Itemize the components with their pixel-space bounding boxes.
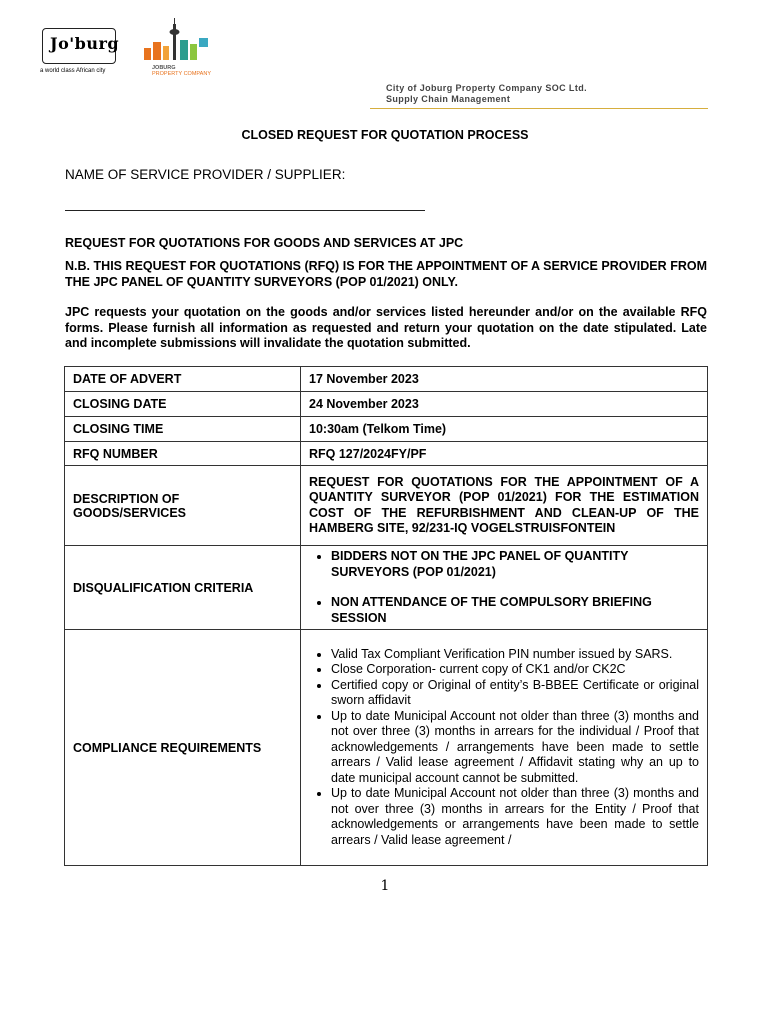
- table-row: [65, 630, 708, 866]
- supplier-name-line[interactable]: [65, 210, 425, 211]
- table-row: [65, 367, 708, 392]
- jpc-logo-subtext: PROPERTY COMPANY: [152, 71, 211, 77]
- jpc-logo-text: JOBURG: [152, 65, 176, 71]
- table-row: [65, 546, 708, 630]
- disqualification-label: DISQUALIFICATION CRITERIA: [65, 546, 301, 630]
- description-value: REQUEST FOR QUOTATIONS FOR THE APPOINTMENT OF A QUANTITY SURVEYOR (POP 01/2021) FOR THE ESTIMATION COST OF THE REFURBISHMENT AND CLEAN-UP OF THE HAMBERG SITE, 92/231-IQ VOGELSTRUISFONTEIN: [301, 466, 708, 546]
- nb-paragraph: N.B. THIS REQUEST FOR QUOTATIONS (RFQ) IS FOR THE APPOINTMENT OF A SERVICE PROVIDER FROM THE JPC PANEL OF QUANTITY SURVEYORS (POP 01/2021) ONLY.: [65, 259, 707, 289]
- list-item: • Close Corporation- current copy of CK1 and/or CK2C: [331, 662, 699, 678]
- list-item: • NON ATTENDANCE OF THE COMPULSORY BRIEFING SESSION: [331, 595, 699, 626]
- disqualification-value: [301, 546, 708, 630]
- table-row: [65, 417, 708, 442]
- supplier-label: NAME OF SERVICE PROVIDER / SUPPLIER:: [65, 167, 346, 182]
- jpc-logo: [142, 18, 222, 78]
- compliance-label: COMPLIANCE REQUIREMENTS: [65, 630, 301, 866]
- list-item: • BIDDERS NOT ON THE JPC PANEL OF QUANTITY SURVEYORS (POP 01/2021): [331, 549, 699, 580]
- date-of-advert-label: DATE OF ADVERT: [65, 367, 301, 392]
- company-department: Supply Chain Management: [386, 94, 511, 104]
- table-row: [65, 466, 708, 546]
- compliance-value: [301, 630, 708, 866]
- closing-time-label: CLOSING TIME: [65, 417, 301, 442]
- disqualification-list: [309, 549, 699, 626]
- list-item: • Certified copy or Original of entity’s B-BBEE Certificate or original sworn affidavit: [331, 678, 699, 709]
- list-item: • Valid Tax Compliant Verification PIN number issued by SARS.: [331, 647, 699, 663]
- list-item: • Up to date Municipal Account not older than three (3) months and not over three (3) months in arrears for the individual / Proof that acknowledgements / arrangements have been made to settle arrears / Valid lease agreement / Affidavit stating why an up to date municipal account cannot be submitted.: [331, 709, 699, 787]
- page-number: 1: [380, 878, 390, 894]
- company-name: City of Joburg Property Company SOC Ltd.: [386, 83, 588, 93]
- rfq-number-label: RFQ NUMBER: [65, 442, 301, 466]
- table-row: [65, 442, 708, 466]
- jpc-logo-wordmark: [152, 65, 211, 77]
- closing-date-label: CLOSING DATE: [65, 392, 301, 417]
- date-of-advert-value: 17 November 2023: [301, 367, 708, 392]
- company-info: [386, 83, 587, 105]
- list-item: • Up to date Municipal Account not older than three (3) months and not over three (3) months in arrears for the Entity / Proof that acknowledgements or arrangements have been made to settle arrears / Valid lease agreement /: [331, 786, 699, 848]
- compliance-list: [309, 647, 699, 849]
- rfq-details-table: [64, 366, 708, 866]
- description-label: DESCRIPTION OF GOODS/SERVICES: [65, 466, 301, 546]
- intro-paragraph: JPC requests your quotation on the goods and/or services listed hereunder and/or on the available RFQ forms. Please furnish all information as requested and return your quotation on the date stipulated. Late and incomplete submissions will invalidate the quotation submitted.: [65, 305, 707, 350]
- rfq-heading: REQUEST FOR QUOTATIONS FOR GOODS AND SERVICES AT JPC: [65, 236, 464, 250]
- document-title: CLOSED REQUEST FOR QUOTATION PROCESS: [241, 128, 529, 142]
- rfq-number-value: RFQ 127/2024FY/PF: [301, 442, 708, 466]
- joburg-tagline: a world class African city: [40, 68, 106, 74]
- table-row: [65, 392, 708, 417]
- header-divider: [370, 108, 708, 109]
- joburg-logo: [40, 24, 120, 76]
- closing-date-value: 24 November 2023: [301, 392, 708, 417]
- closing-time-value: 10:30am (Telkom Time): [301, 417, 708, 442]
- jpc-skyline-icon: [142, 18, 212, 64]
- joburg-logo-text: Jo'burg: [50, 34, 120, 53]
